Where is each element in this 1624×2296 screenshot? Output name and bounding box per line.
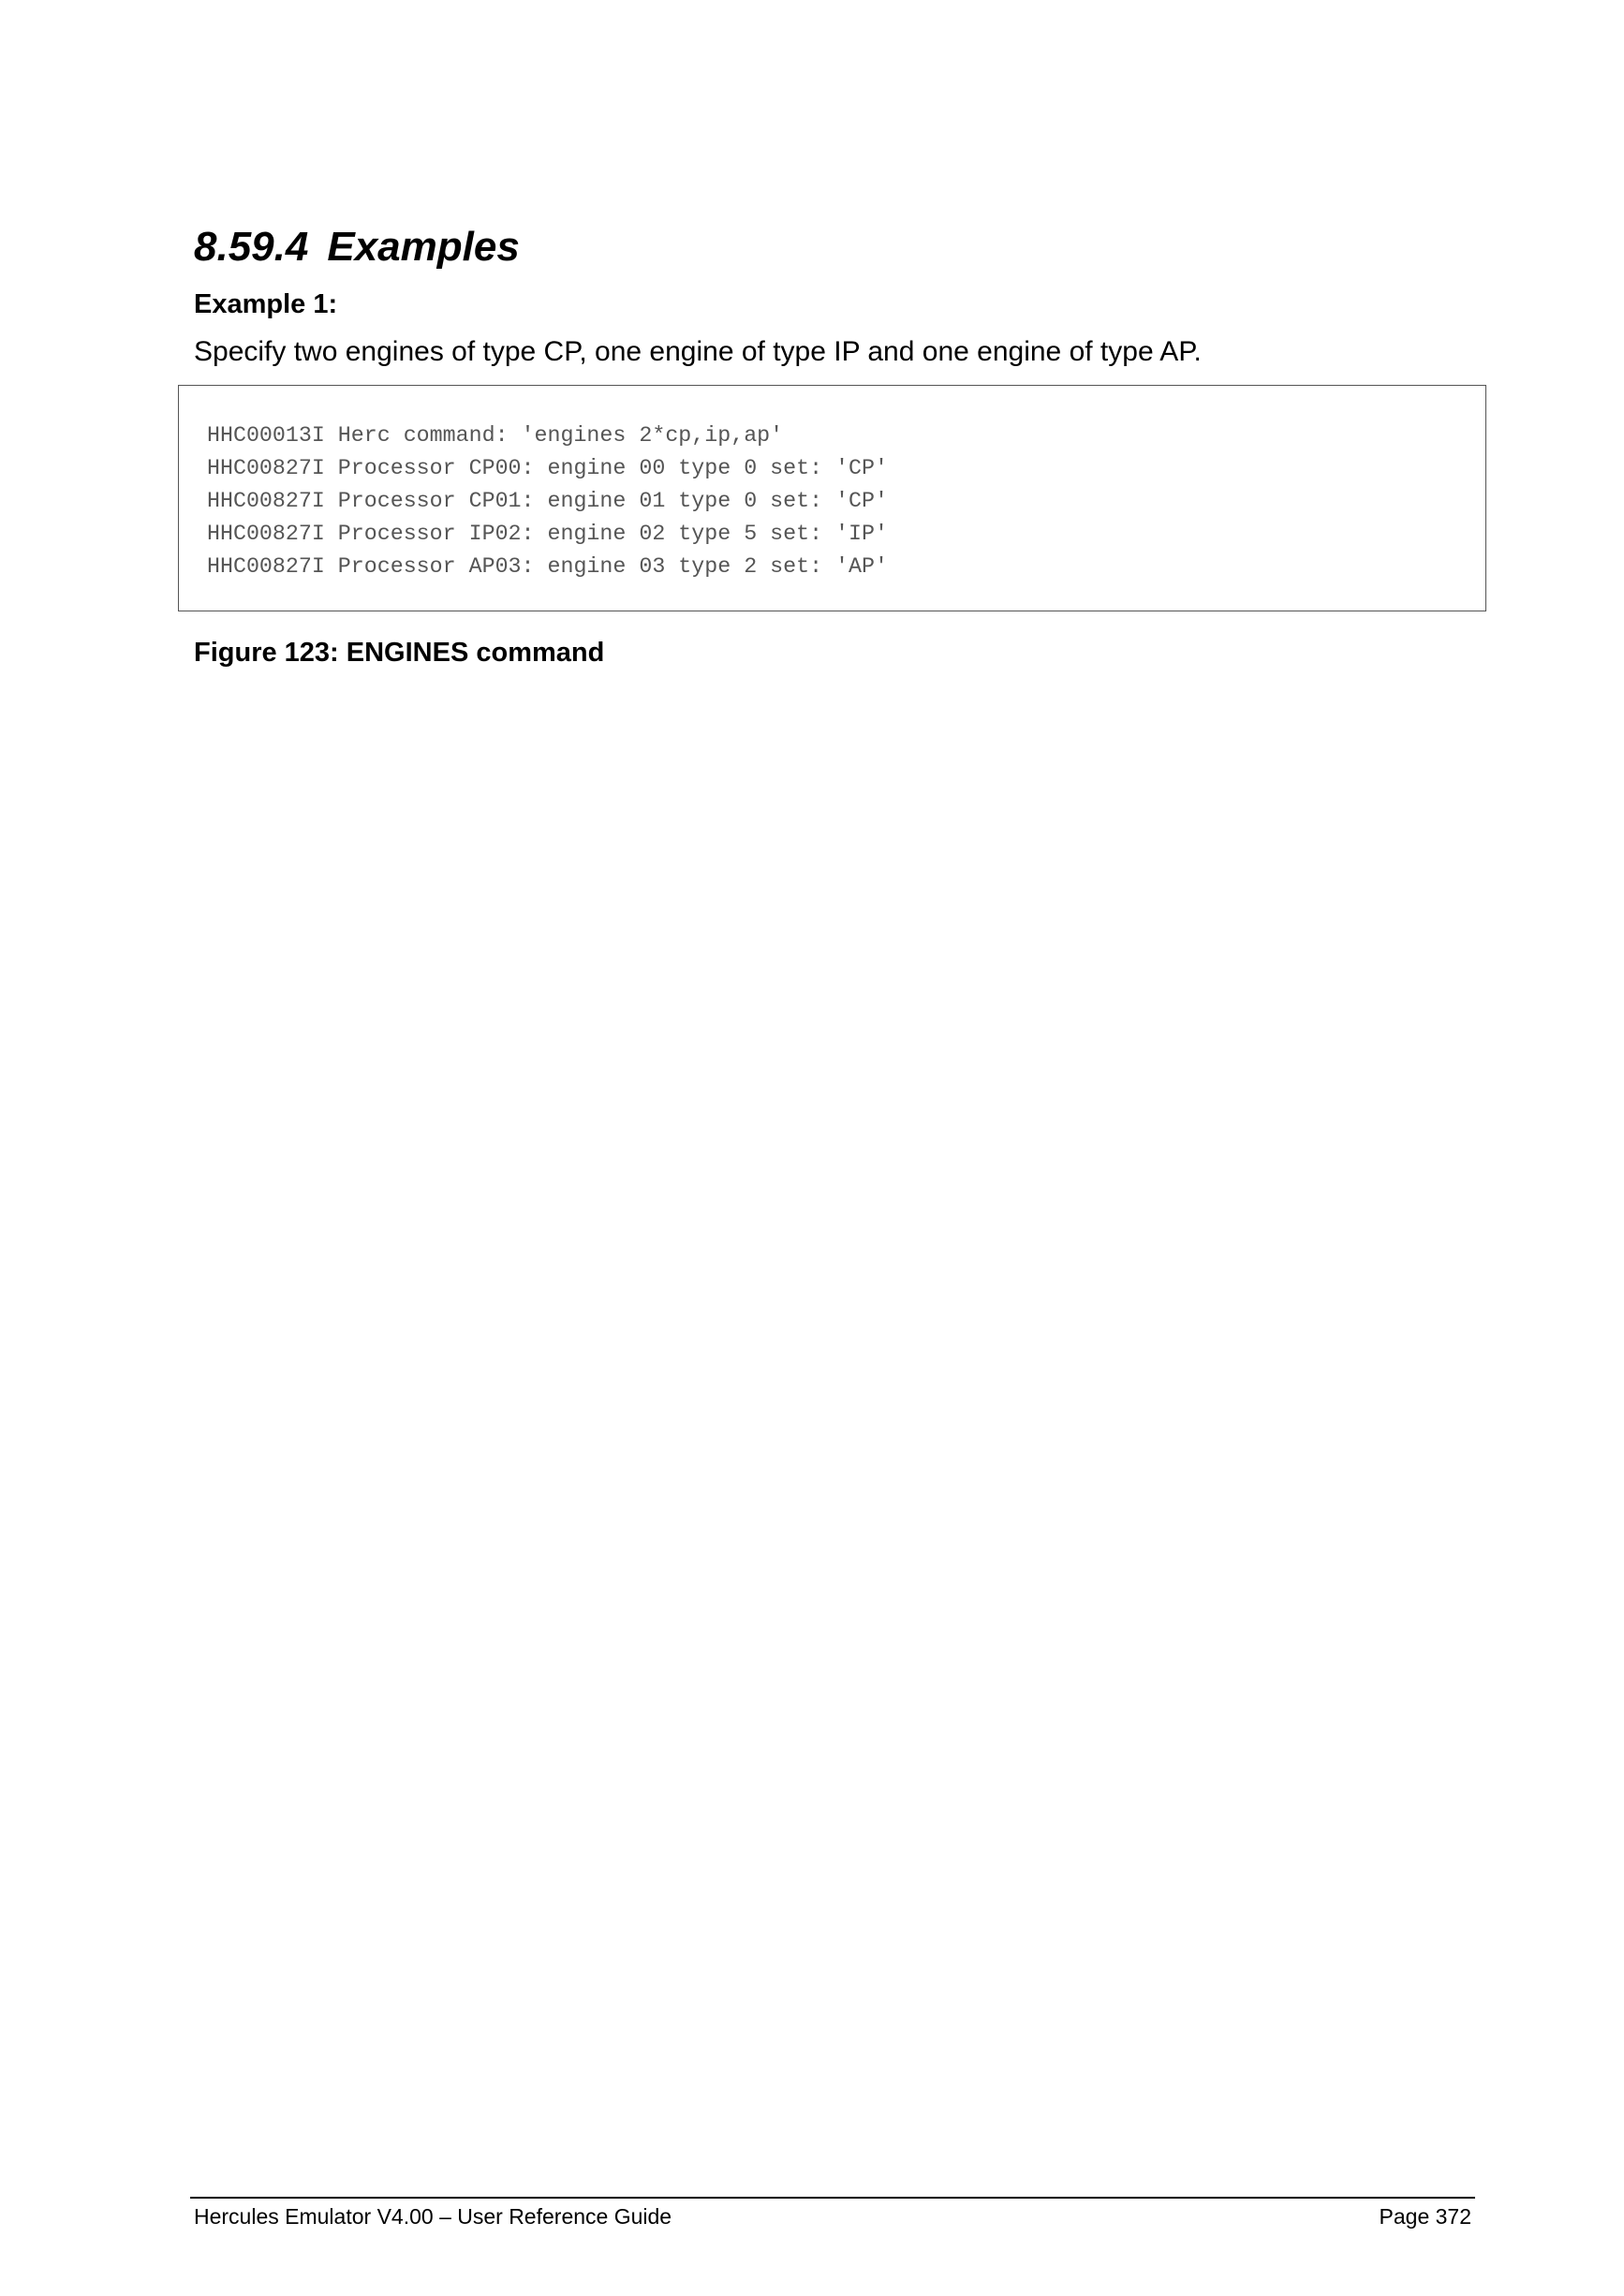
figure-caption: Figure 123: ENGINES command — [194, 638, 605, 668]
footer-divider — [190, 2197, 1475, 2199]
example-description: Specify two engines of type CP, one engine of type IP and one engine of type AP. — [194, 336, 1202, 367]
section-number: 8.59.4 — [194, 224, 309, 270]
footer-document-title: Hercules Emulator V4.00 – User Reference Guide — [194, 2204, 672, 2229]
console-output-lines — [207, 419, 888, 583]
console-output-box — [178, 385, 1486, 611]
console-line: HHC00013I Herc command: 'engines 2*cp,ip,ap' — [207, 423, 784, 448]
section-title: Examples — [327, 224, 520, 270]
console-line: HHC00827I Processor AP03: engine 03 type 2 set: 'AP' — [207, 554, 888, 579]
example-label: Example 1: — [194, 289, 338, 319]
console-line: HHC00827I Processor IP02: engine 02 type 5 set: 'IP' — [207, 522, 888, 546]
console-line: HHC00827I Processor CP01: engine 01 type 0 set: 'CP' — [207, 489, 888, 513]
console-line: HHC00827I Processor CP00: engine 00 type 0 set: 'CP' — [207, 456, 888, 480]
footer-page-number: Page 372 — [1379, 2204, 1471, 2229]
section-heading — [194, 223, 520, 272]
